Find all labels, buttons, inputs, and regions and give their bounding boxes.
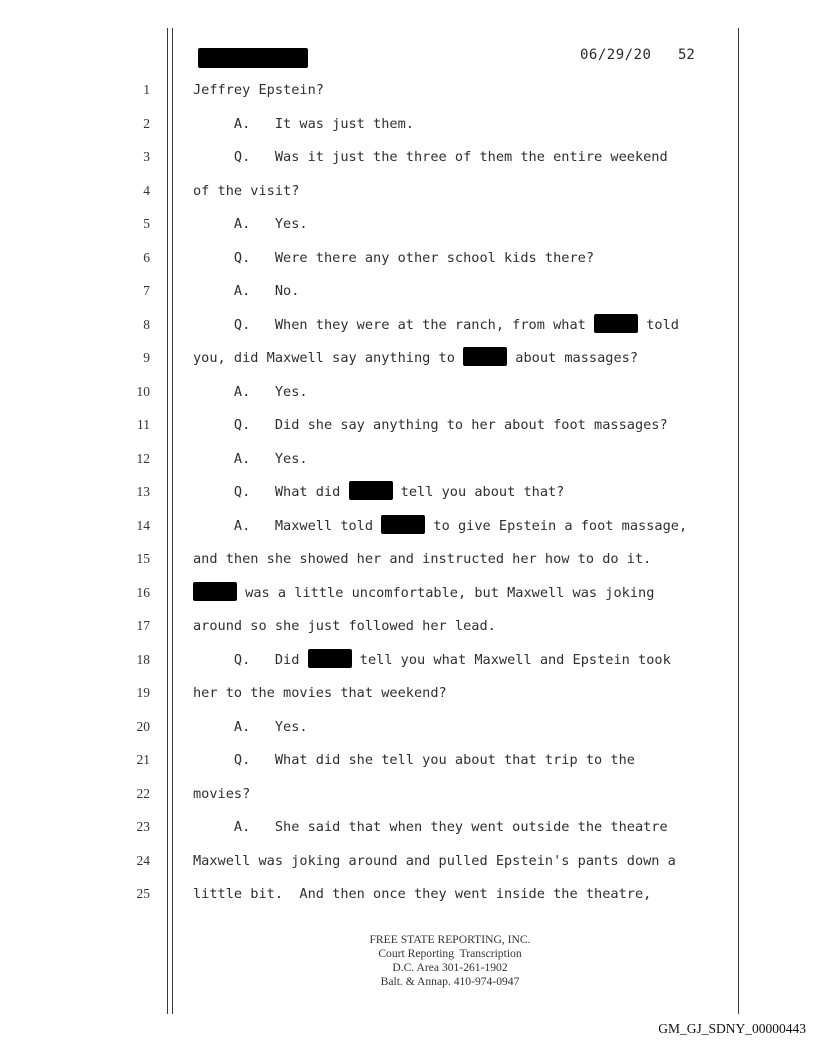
line-text-segment: Jeffrey Epstein? (193, 82, 324, 98)
footer-dc-phone: D.C. Area 301-261-1902 (392, 961, 508, 974)
transcript-line (0, 346, 816, 370)
transcript-line (0, 179, 816, 203)
line-text-segment: and then she showed her and instructed her how to do it. (193, 551, 652, 567)
transcript-line (0, 782, 816, 806)
line-number: 15 (136, 551, 150, 566)
line-number: 18 (136, 651, 150, 667)
line-number: 24 (136, 852, 150, 868)
line-text-segment: movies? (193, 785, 251, 802)
line-text (193, 145, 668, 169)
redaction-block (463, 347, 507, 366)
line-text-segment: was a little uncomfortable, but Maxwell was joking (237, 584, 655, 601)
line-text-segment: around so she just followed her lead. (193, 618, 496, 634)
line-text-segment: about massages? (507, 350, 639, 366)
line-number: 25 (136, 886, 150, 901)
line-text-segment: Q. When they were at the ranch, from what (193, 316, 595, 333)
reporter-footer (300, 933, 600, 989)
line-text (193, 112, 414, 136)
line-number: 20 (136, 718, 150, 734)
line-text-segment: told (638, 316, 679, 333)
line-number: 3 (143, 149, 150, 164)
line-text (193, 882, 651, 906)
line-text-segment: tell you what Maxwell and Epstein took (351, 651, 671, 668)
line-text (193, 547, 651, 571)
line-text-segment: Q. Were there any other school kids there? (193, 249, 595, 266)
transcript-line (0, 849, 816, 873)
transcript-line (0, 614, 816, 638)
line-text-segment: A. She said that when they went outside the theatre (193, 819, 668, 835)
line-text-segment: A. Yes. (193, 383, 308, 400)
transcript-line (0, 78, 816, 102)
line-text-segment: A. Yes. (193, 450, 308, 467)
line-number: 21 (136, 752, 150, 767)
redaction-block (594, 314, 638, 333)
redaction-block (349, 481, 393, 500)
transcript-line (0, 145, 816, 169)
line-number: 1 (143, 82, 150, 97)
line-text (193, 782, 250, 806)
line-text (193, 313, 679, 337)
transcript-line (0, 246, 816, 270)
line-text-segment: of the visit? (193, 182, 300, 199)
redaction-block (193, 582, 237, 601)
line-text (193, 614, 496, 638)
line-number: 8 (143, 316, 150, 332)
line-text-segment: to give Epstein a foot massage, (425, 517, 688, 534)
transcript-line (0, 112, 816, 136)
line-number: 16 (136, 584, 150, 600)
line-text (193, 279, 299, 303)
line-text-segment: A. It was just them. (193, 115, 414, 132)
line-number: 6 (143, 249, 150, 265)
redaction-block (308, 649, 352, 668)
line-text-segment: Q. Was it just the three of them the entire weekend (193, 149, 668, 165)
transcript-line (0, 279, 816, 303)
transcript-line (0, 815, 816, 839)
line-text-segment: A. No. (193, 283, 300, 299)
line-text (193, 715, 308, 739)
line-text (193, 179, 299, 203)
line-number: 13 (136, 484, 150, 499)
transcript-line (0, 313, 816, 337)
line-text (193, 514, 687, 538)
transcript-line (0, 480, 816, 504)
line-text (193, 815, 668, 839)
header-date: 06/29/20 (580, 47, 652, 63)
line-text-segment: A. Yes. (193, 216, 308, 232)
transcript-line (0, 212, 816, 236)
transcript-line (0, 514, 816, 538)
line-number: 22 (136, 785, 150, 801)
line-text-segment: tell you about that? (392, 484, 565, 500)
line-text (193, 849, 676, 873)
line-text-segment: little bit. And then once they went inside the theatre, (193, 886, 652, 902)
line-text (193, 212, 308, 236)
line-number: 4 (143, 182, 150, 198)
line-number: 11 (137, 417, 150, 432)
footer-company: FREE STATE REPORTING, INC. (369, 933, 531, 946)
line-text-segment: Q. Did she say anything to her about foot massages? (193, 417, 668, 433)
line-number: 12 (136, 450, 150, 466)
bates-number: GM_GJ_SDNY_00000443 (658, 1021, 806, 1036)
line-text (193, 346, 638, 370)
line-number: 7 (143, 283, 150, 298)
footer-balt-phone: Balt. & Annap. 410-974-0947 (380, 975, 520, 988)
redaction-block (381, 515, 425, 534)
line-number: 2 (143, 115, 150, 131)
line-text-segment: you, did Maxwell say anything to (193, 350, 464, 366)
transcript-line (0, 681, 816, 705)
line-text-segment: Q. What did (193, 484, 349, 500)
transcript-line (0, 715, 816, 739)
line-text (193, 480, 564, 504)
line-text (193, 447, 308, 471)
line-text-segment: A. Maxwell told (193, 517, 382, 534)
header-page-number: 52 (678, 47, 695, 63)
line-number: 10 (136, 383, 150, 399)
line-number: 23 (136, 819, 150, 834)
transcript-line (0, 413, 816, 437)
transcript-line (0, 882, 816, 906)
line-text (193, 681, 447, 705)
line-text-segment: Q. Did (193, 651, 308, 668)
line-number: 19 (136, 685, 150, 700)
redaction-header-block (198, 48, 308, 68)
line-text-segment: Q. What did she tell you about that trip to the (193, 752, 635, 768)
line-text (193, 380, 308, 404)
line-text (193, 78, 324, 102)
transcript-line (0, 547, 816, 571)
line-text (193, 413, 668, 437)
footer-service: Court Reporting Transcription (378, 947, 522, 960)
transcript-line (0, 648, 816, 672)
line-text (193, 246, 594, 270)
transcript-line (0, 581, 816, 605)
line-number: 17 (136, 618, 150, 633)
line-number: 9 (143, 350, 150, 365)
line-number: 5 (143, 216, 150, 231)
line-text-segment: A. Yes. (193, 718, 308, 735)
line-number: 14 (136, 517, 150, 533)
transcript-line (0, 380, 816, 404)
line-text-segment: Maxwell was joking around and pulled Epstein's pants down a (193, 852, 676, 869)
transcript-line (0, 447, 816, 471)
line-text-segment: her to the movies that weekend? (193, 685, 447, 701)
line-text (193, 581, 654, 605)
transcript-line (0, 748, 816, 772)
line-text (193, 748, 635, 772)
line-text (193, 648, 671, 672)
